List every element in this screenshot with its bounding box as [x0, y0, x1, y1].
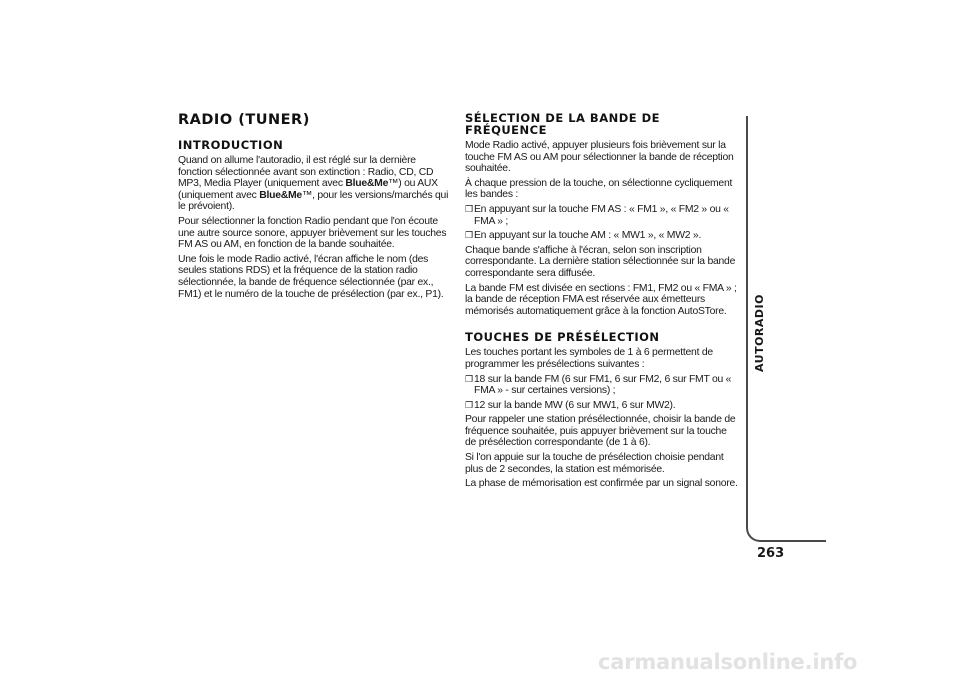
list-item: ❒ 12 sur la bande MW (6 sur MW1, 6 sur MW2). — [465, 399, 676, 411]
band-paragraph-2: À chaque pression de la touche, on sélectionne cycliquement les bandes : — [465, 177, 733, 201]
brand-name: Blue&Me — [259, 189, 302, 201]
list-item: ❒ En appuyant sur la touche AM : « MW1 », « MW2 ». — [465, 230, 702, 242]
intro-heading: INTRODUCTION — [178, 138, 284, 152]
intro-paragraph-1: Quand on allume l'autoradio, il est réglé sur la dernière fonction sélectionnée avant son extinction : Radio, CD, CD MP3, Media Player (uniquement avec Blue&Me™) ou AUX (uniquement avec Blue&Me™, pour les versions/marchés qui le prévoient). — [178, 155, 449, 213]
band-selection-heading: SÉLECTION DE LA BANDE DE FRÉQUENCE — [465, 111, 661, 137]
checkbox-bullet-icon: ❒ — [465, 373, 473, 384]
band-paragraph-1: Mode Radio activé, appuyer plusieurs fois brièvement sur la touche FM AS ou AM pour sélectionner la bande de réception souhaitée. — [465, 140, 734, 175]
brand-name: Blue&Me — [345, 178, 389, 190]
preset-paragraph-3: Si l'on appuie sur la touche de présélection choisie pendant plus de 2 secondes, la station est mémorisée. — [465, 452, 724, 475]
preset-paragraph-1: Les touches portant les symboles de 1 à 6 permettent de programmer les présélections suivantes : — [465, 347, 713, 370]
right-column — [465, 112, 740, 490]
band-paragraph-4: La bande FM est divisée en sections : FM1, FM2 ou « FMA » ; la bande de réception FMA est réservée aux émetteurs mémorisés automatiquement grâce à la fonction AutoSTore. — [465, 282, 737, 317]
preset-paragraph-4: La phase de mémorisation est confirmée par un signal sonore. — [465, 478, 738, 490]
band-paragraph-3: Chaque bande s'affiche à l'écran, selon son inscription correspondante. La dernière station sélectionnée sur la bande correspondante sera diffusée. — [465, 244, 736, 279]
list-item: ❒ En appuyant sur la touche FM AS : « FM1 », « FM2 » ou « FMA » ; — [465, 203, 729, 227]
section-title: RADIO (TUNER) — [178, 112, 310, 128]
preset-heading: TOUCHES DE PRÉSÉLECTION — [465, 330, 660, 345]
left-column — [178, 112, 450, 300]
checkbox-bullet-icon: ❒ — [465, 230, 473, 241]
preset-paragraph-2: Pour rappeler une station présélectionnée, choisir la bande de fréquence souhaitée, puis appuyer brièvement sur la touche de présélection correspondante (de 1 à 6). — [465, 414, 736, 449]
checkbox-bullet-icon: ❒ — [465, 399, 473, 410]
checkbox-bullet-icon: ❒ — [465, 203, 473, 214]
watermark: carmanualsonline.info — [598, 650, 858, 674]
intro-paragraph-3: Une fois le mode Radio activé, l'écran affiche le nom (des seules stations RDS) et la fréquence de la station radio sélectionnée, la bande de fréquence sélectionnée (par ex., FM1) et le numéro de la touche de présélection (par ex., P1). — [178, 253, 444, 300]
page-number: 263 — [757, 546, 785, 561]
chapter-label: AUTORADIO — [753, 294, 766, 373]
list-item: ❒ 18 sur la bande FM (6 sur FM1, 6 sur FM2, 6 sur FMT ou « FMA » - sur certaines versions) ; — [465, 373, 732, 397]
intro-paragraph-2: Pour sélectionner la fonction Radio pendant que l'on écoute une autre source sonore, appuyer brièvement sur les touches FM AS ou AM, en fonction de la bande souhaitée. — [178, 215, 447, 251]
